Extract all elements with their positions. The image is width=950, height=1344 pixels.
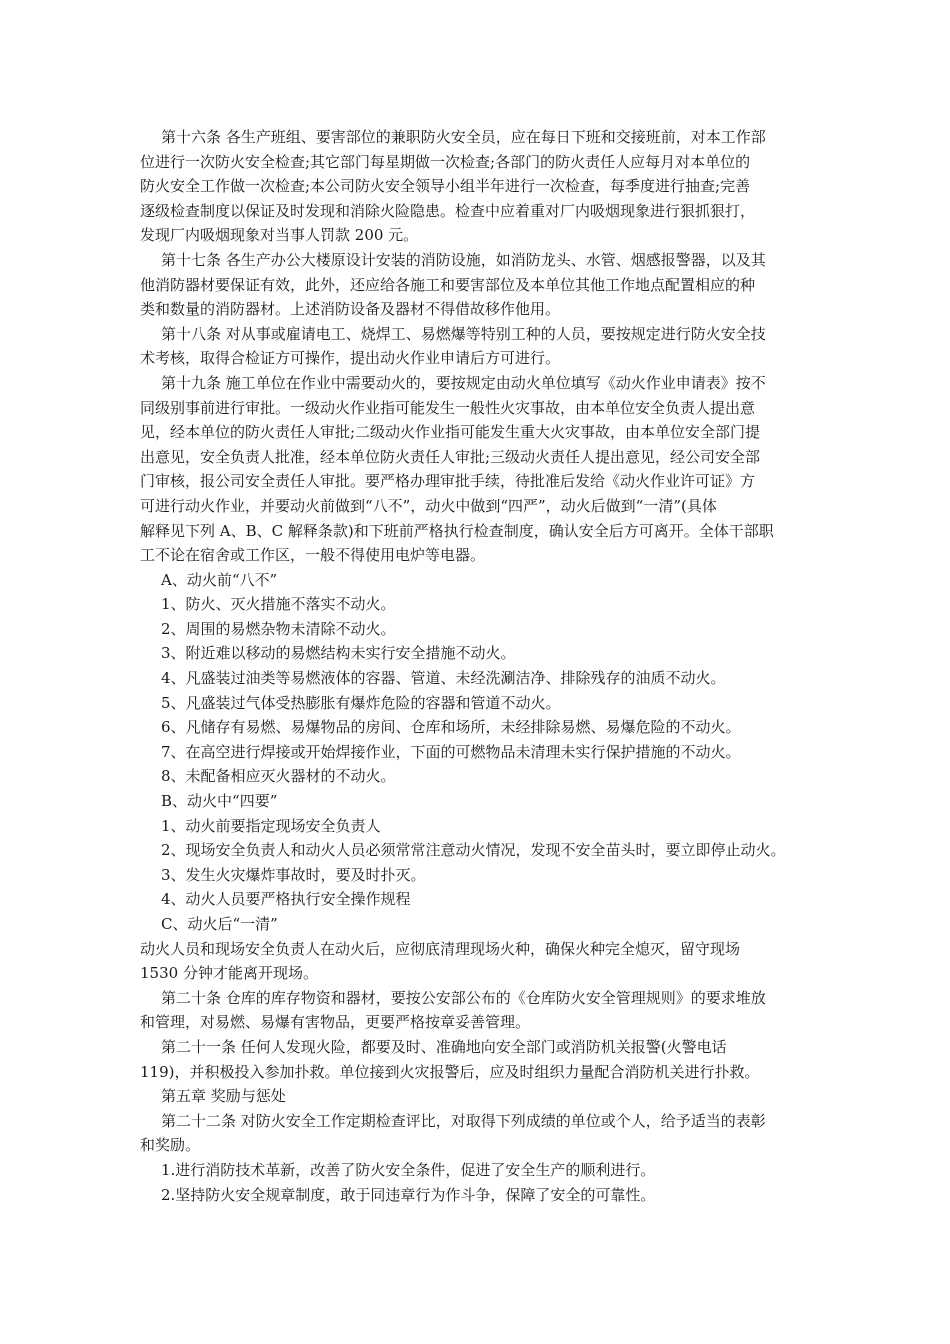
text-line: 第二十条 仓库的库存物资和器材，要按公安部公布的《仓库防火安全管理规则》的要求堆放 [161, 988, 766, 1007]
text-line: 1530 分钟才能离开现场。 [140, 964, 318, 983]
text-line: 同级别事前进行审批。一级动火作业指可能发生一般性火灾事故，由本单位安全负责人提出意 [140, 398, 756, 417]
text-line: 门审核，报公司安全责任人审批。要严格办理审批手续，待批准后发给《动火作业许可证》方 [140, 472, 756, 491]
text-line: 第十七条 各生产办公大楼原设计安装的消防设施，如消防龙头、水管、烟感报警器，以及其 [161, 250, 766, 269]
text-line: 第十六条 各生产班组、要害部位的兼职防火安全员，应在每日下班和交接班前，对本工作部 [161, 128, 766, 146]
text-line: 7、在高空进行焊接或开始焊接作业，下面的可燃物品未清理未实行保护措施的不动火。 [161, 742, 741, 761]
text-line: 和奖励。 [140, 1136, 201, 1155]
text-line: 6、凡储存有易燃、易爆物品的房间、仓库和场所，未经排除易燃、易爆危险的不动火。 [161, 718, 741, 737]
text-line: 术考核，取得合检证方可操作，提出动火作业申请后方可进行。 [140, 349, 561, 368]
text-line: 2.坚持防火安全规章制度，敢于同违章行为作斗争，保障了安全的可靠性。 [161, 1185, 656, 1204]
text-line: 5、凡盛装过气体受热膨胀有爆炸危险的容器和管道不动火。 [161, 693, 561, 712]
text-line: 逐级检查制度以保证及时发现和消除火险隐患。检查中应着重对厂内吸烟现象进行狠抓狠打， [140, 201, 756, 220]
text-line: 1、防火、灭火措施不落实不动火。 [161, 595, 396, 614]
text-line: 第二十一条 任何人发现火险，都要及时、准确地向安全部门或消防机关报警(火警电话 [161, 1037, 727, 1056]
text-line: 2、现场安全负责人和动火人员必须常常注意动火情况，发现不安全苗头时，要立即停止动火。 [161, 841, 786, 860]
text-line: 4、凡盛装过油类等易燃液体的容器、管道、未经洗涮洁净、排除残存的油质不动火。 [161, 669, 726, 688]
text-line: 动火人员和现场安全负责人在动火后，应彻底清理现场火种，确保火种完全熄灭，留守现场 [140, 939, 741, 958]
text-line: 119)，并积极投入参加扑救。单位接到火灾报警后，应及时组织力量配合消防机关进行扑救。 [140, 1062, 760, 1081]
text-line: 防火安全工作做一次检查;本公司防火安全领导小组半年进行一次检查，每季度进行抽查;完善 [140, 177, 751, 196]
text-line: 第十九条 施工单位在作业中需要动火的，要按规定由动火单位填写《动火作业申请表》按不 [161, 373, 766, 392]
text-line: 见，经本单位的防火责任人审批;二级动火作业指可能发生重大火灾事故，由本单位安全部门提 [140, 423, 761, 442]
text-line: 2、周围的易燃杂物未清除不动火。 [161, 619, 396, 638]
text-line: C、动火后“一清” [161, 915, 278, 933]
text-line: 工不论在宿舍或工作区，一般不得使用电炉等电器。 [140, 546, 486, 565]
text-line: 第五章 奖励与惩处 [161, 1087, 286, 1106]
text-line: A、动火前“八不” [161, 570, 278, 589]
text-line: 1.进行消防技术革新，改善了防火安全条件，促进了安全生产的顺利进行。 [161, 1160, 656, 1179]
text-line: 4、动火人员要严格执行安全操作规程 [161, 890, 411, 909]
text-line: 发现厂内吸烟现象对当事人罚款 200 元。 [140, 226, 419, 245]
text-line: 类和数量的消防器材。上述消防设备及器材不得借故移作他用。 [140, 300, 561, 319]
text-line: 3、发生火灾爆炸事故时，要及时扑灭。 [161, 865, 426, 884]
text-line: 8、未配备相应灭火器材的不动火。 [161, 767, 396, 786]
text-line: 3、附近难以移动的易燃结构未实行安全措施不动火。 [161, 644, 516, 663]
text-line: 第十八条 对从事或雇请电工、烧焊工、易燃爆等特别工种的人员，要按规定进行防火安全技 [161, 324, 766, 343]
text-line: 解释见下列 A、B、C 解释条款)和下班前严格执行检查制度，确认安全后方可离开。全体干部职 [140, 521, 774, 540]
text-line: 1、动火前要指定现场安全负责人 [161, 816, 381, 835]
text-line: 出意见，安全负责人批准，经本单位防火责任人审批;三级动火责任人提出意见，经公司安全部 [140, 447, 761, 466]
text-line: 他消防器材要保证有效，此外，还应给各施工和要害部位及本单位其他工作地点配置相应的种 [140, 275, 756, 294]
text-line: 第二十二条 对防火安全工作定期检查评比，对取得下列成绩的单位或个人，给予适当的表彰 [161, 1111, 766, 1130]
text-line: 和管理，对易燃、易爆有害物品，更要严格按章妥善管理。 [140, 1013, 531, 1032]
document-page [140, 125, 820, 1207]
text-line: 可进行动火作业，并要动火前做到“八不”，动火中做到“四严”，动火后做到“一清”(具体 [140, 496, 717, 515]
text-line: B、动火中“四要” [161, 792, 278, 811]
text-line: 位进行一次防火安全检查;其它部门每星期做一次检查;各部门的防火责任人应每月对本单位的 [140, 152, 751, 171]
